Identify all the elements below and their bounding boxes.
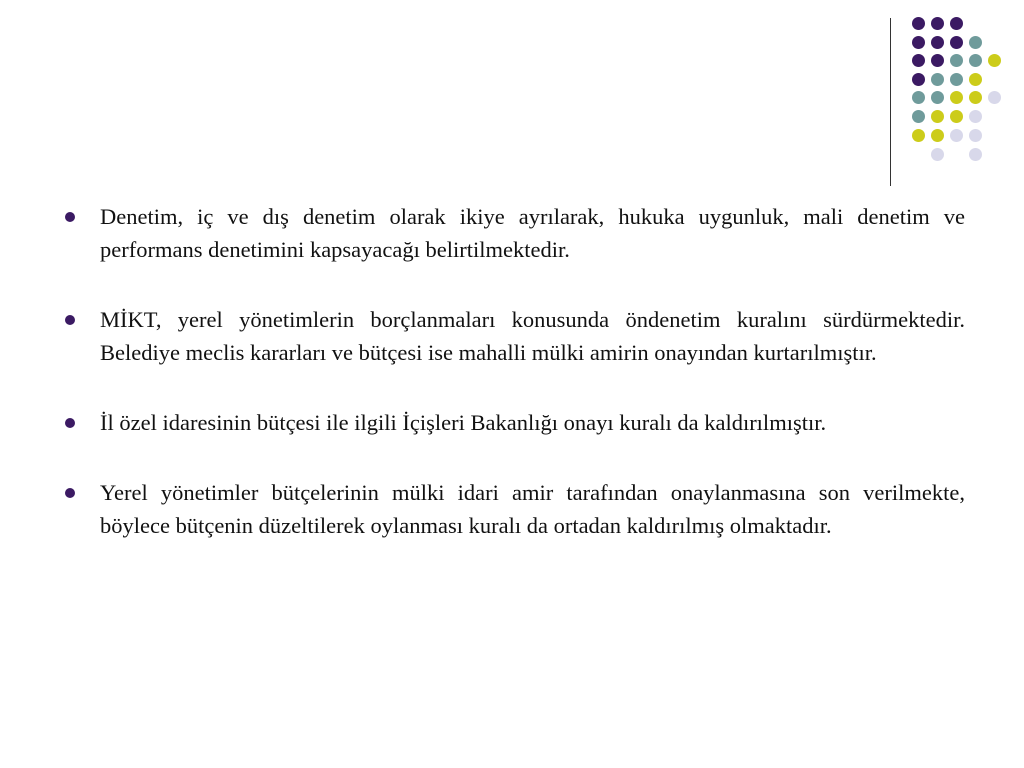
- decorative-dot: [931, 17, 944, 30]
- decorative-dot: [969, 148, 982, 161]
- bullet-item: [60, 200, 965, 266]
- bullet-item: [60, 303, 965, 369]
- decorative-dot: [950, 54, 963, 67]
- decorative-dot: [912, 110, 925, 123]
- decorative-dot: [931, 54, 944, 67]
- bullet-dot-icon: [65, 315, 75, 325]
- decorative-dot: [950, 36, 963, 49]
- bullet-text: İl özel idaresinin bütçesi ile ilgili İçişleri Bakanlığı onayı kuralı da kaldırılmıştır.: [100, 410, 827, 435]
- decorative-dot: [969, 91, 982, 104]
- decorative-dot-grid: [0, 0, 1024, 200]
- decorative-dot: [931, 110, 944, 123]
- decorative-dot: [988, 54, 1001, 67]
- bullet-list: [60, 200, 965, 542]
- decorative-dot: [931, 36, 944, 49]
- decorative-dot: [950, 73, 963, 86]
- decorative-dot: [950, 17, 963, 30]
- decorative-dot: [969, 73, 982, 86]
- decorative-dot: [950, 129, 963, 142]
- bullet-item: [60, 406, 965, 439]
- bullet-text: MİKT, yerel yönetimlerin borçlanmaları konusunda öndenetim kuralını sürdürmektedir. Belediye meclis kararları ve bütçesi ise mahalli mülki amirin onayından kurtarılmıştır.: [100, 307, 965, 365]
- decorative-dot: [969, 129, 982, 142]
- bullet-dot-icon: [65, 418, 75, 428]
- slide-body: [60, 200, 965, 579]
- decorative-dot: [969, 36, 982, 49]
- decorative-dot: [912, 129, 925, 142]
- bullet-text: Denetim, iç ve dış denetim olarak ikiye ayrılarak, hukuka uygunluk, mali denetim ve performans denetimini kapsayacağı belirtilmektedir.: [100, 204, 965, 262]
- decorative-dot: [988, 91, 1001, 104]
- decorative-dot: [950, 91, 963, 104]
- decorative-dot: [931, 129, 944, 142]
- decorative-dot: [912, 36, 925, 49]
- decorative-dot: [931, 73, 944, 86]
- decorative-dot: [931, 148, 944, 161]
- bullet-dot-icon: [65, 488, 75, 498]
- decorative-dot: [912, 91, 925, 104]
- decorative-dot: [950, 110, 963, 123]
- decorative-dot: [931, 91, 944, 104]
- decorative-dot: [912, 54, 925, 67]
- decorative-dot: [969, 110, 982, 123]
- bullet-text: Yerel yönetimler bütçelerinin mülki idari amir tarafından onaylanmasına son verilmekte, böylece bütçenin düzeltilerek oylanması kuralı da ortadan kaldırılmış olmaktadır.: [100, 480, 965, 538]
- decorative-dot: [912, 17, 925, 30]
- decorative-dot: [912, 73, 925, 86]
- decorative-dot: [969, 54, 982, 67]
- bullet-dot-icon: [65, 212, 75, 222]
- bullet-item: [60, 476, 965, 542]
- vertical-divider: [890, 18, 891, 186]
